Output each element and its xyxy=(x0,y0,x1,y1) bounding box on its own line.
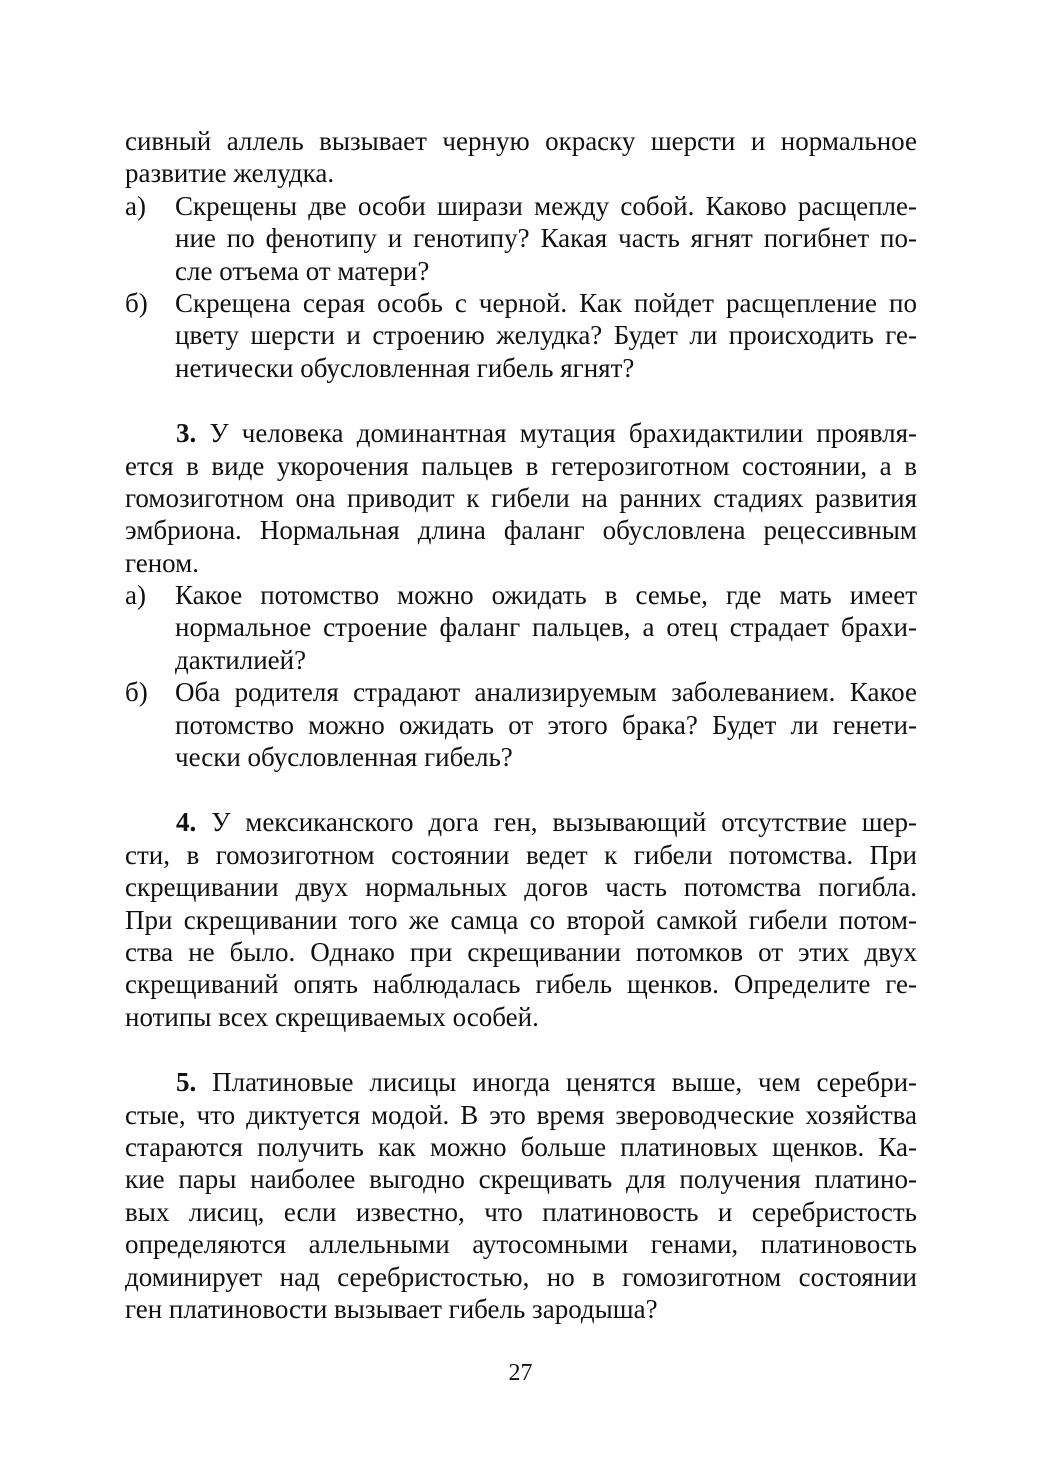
problem-2-continuation xyxy=(125,125,917,384)
text-line: Какое потомство можно ожидать в семье, где мать имеет xyxy=(175,580,917,611)
text-line: потомство можно ожидать от этого брака? Будет ли генети- xyxy=(175,709,917,740)
text-line: ние по фенотипу и генотипу? Какая часть ягнят погибнет по- xyxy=(175,223,917,254)
text-line: сивный аллель вызывает черную окраску шерсти и нормальное xyxy=(125,126,917,156)
problem-first-line xyxy=(125,806,917,838)
text-line: нотипы всех скрещиваемых особей. xyxy=(125,1001,539,1032)
item-label: б) xyxy=(125,287,148,318)
text-line: эмбриона. Нормальная длина фаланг обусловлена рецессивным xyxy=(125,515,917,546)
paragraph-gap xyxy=(125,1033,917,1066)
problem-first-line xyxy=(125,417,917,449)
item-label: б) xyxy=(125,677,148,708)
text-line: кие пары наиболее выгодно скрещивать для получения платино- xyxy=(125,1164,917,1195)
item-label: а) xyxy=(125,190,146,221)
page-number: 27 xyxy=(508,1360,533,1386)
item-label: а) xyxy=(125,580,146,611)
text-line: нетически обусловленная гибель ягнят? xyxy=(175,352,635,383)
text-line: геном. xyxy=(125,547,199,578)
text-line: При скрещивании того же самца со второй самкой гибели потом- xyxy=(125,904,917,935)
text-line: скрещивании двух нормальных догов часть потомства погибла. xyxy=(125,872,917,903)
text-line: нормальное строение фаланг пальцев, а отец страдает брахи- xyxy=(175,612,917,643)
text-line: развитие желудка. xyxy=(125,158,335,189)
problem-number: 3. xyxy=(176,418,197,449)
text-line: вых лисиц, если известно, что платиновость и серебристость xyxy=(125,1196,917,1227)
text-line: сти, в гомозиготном состоянии ведет к гибели потомства. При xyxy=(125,839,917,870)
problem-number: 4. xyxy=(176,807,197,838)
sub-question-a xyxy=(125,190,917,287)
text-line: чески обусловленная гибель? xyxy=(175,742,513,773)
text-line: ген платиновости вызывает гибель зародыша? xyxy=(125,1293,658,1324)
sub-question-b xyxy=(125,676,917,773)
problem-5 xyxy=(125,1066,917,1325)
text-line: ется в виде укорочения пальцев в гетерозиготном состоянии, а в xyxy=(125,450,917,481)
text-line: гомозиготном она приводит к гибели на ранних стадиях развития xyxy=(125,482,917,513)
text-line: ства не было. Однако при скрещивании потомков от этих двух xyxy=(125,936,917,967)
problem-4 xyxy=(125,806,917,1033)
sub-question-b xyxy=(125,287,917,384)
text-line: сле отъема от матери? xyxy=(175,255,430,286)
paragraph-gap xyxy=(125,773,917,806)
problem-first-line xyxy=(125,1066,917,1098)
paragraph-gap xyxy=(125,384,917,417)
text-line: дактилией? xyxy=(175,644,307,675)
sub-question-a xyxy=(125,579,917,676)
problem-number: 5. xyxy=(176,1067,197,1098)
text-line: скрещиваний опять наблюдалась гибель щенков. Определите ге- xyxy=(125,969,917,1000)
text-line: Скрещены две особи ширази между собой. Каково расщепле- xyxy=(175,190,917,221)
problem-text: У мексиканского дога ген, вызывающий отсутствие шер- xyxy=(211,807,917,838)
text-line: Оба родителя страдают анализируемым заболеванием. Какое xyxy=(175,677,917,708)
page-content xyxy=(125,125,917,1325)
text-line: стараются получить как можно больше платиновых щенков. Ка- xyxy=(125,1131,917,1162)
problem-3 xyxy=(125,417,917,773)
problem-text: У человека доминантная мутация брахидактилии проявля- xyxy=(209,418,917,449)
text-line: цвету шерсти и строению желудка? Будет ли происходить ге- xyxy=(175,320,917,351)
problem-text: Платиновые лисицы иногда ценятся выше, чем серебри- xyxy=(212,1067,918,1098)
text-line: определяются аллельными аутосомными генами, платиновость xyxy=(125,1229,917,1260)
text-line: доминирует над серебристостью, но в гомозиготном состоянии xyxy=(125,1261,917,1292)
text-line: стые, что диктуется модой. В это время звероводческие хозяйства xyxy=(125,1099,917,1130)
text-line: Скрещена серая особь с черной. Как пойдет расщепление по xyxy=(175,287,917,318)
